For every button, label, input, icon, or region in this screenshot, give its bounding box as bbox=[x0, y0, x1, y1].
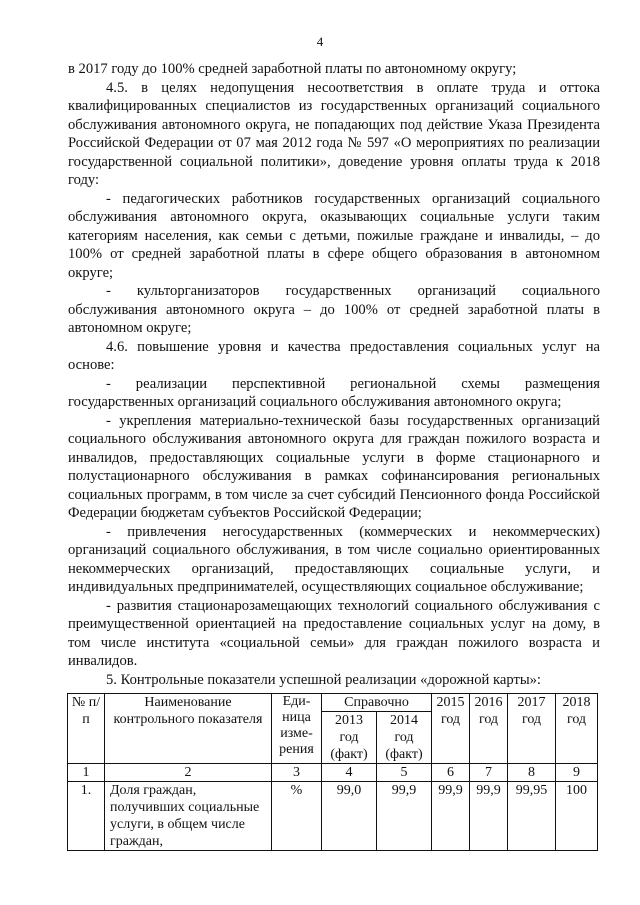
row-value-2015: 99,9 bbox=[432, 782, 470, 851]
paragraph: 4.6. повышение уровня и качества предоставления социальных услуг на основе: bbox=[68, 338, 600, 373]
col-number: 8 bbox=[508, 764, 556, 782]
paragraph: 4.5. в целях недопущения несоответствия в оплате труда и оттока квалифицированных специалистов из государственных организаций социального обслуживания автономного округа, не попадающих под действие Указа Президента Российской Федерации от 07 мая 2012 года № 597 «О мероприятиях по реализации государственной социальной политики», доведение уровня оплаты труда к 2018 году: bbox=[68, 79, 600, 188]
table-column-numbers-row bbox=[68, 764, 598, 782]
row-value-2017: 99,95 bbox=[508, 782, 556, 851]
col-number: 5 bbox=[377, 764, 432, 782]
col-number: 4 bbox=[322, 764, 377, 782]
row-name: Доля граждан, получивших социальные услуги, в общем числе граждан, bbox=[105, 782, 272, 851]
col-number: 1 bbox=[68, 764, 105, 782]
header-2016: 2016 год bbox=[470, 694, 508, 764]
col-number: 3 bbox=[272, 764, 322, 782]
section-title: 5. Контрольные показатели успешной реализации «дорожной карты»: bbox=[106, 671, 541, 688]
paragraph: - педагогических работников государственных организаций социального обслуживания автономного округа, оказывающих социальные услуги таким категориям населения, как семьи с детьми, пожилые граждане и инвалиды, – до 100% от средней заработной платы в сфере общего образования в автономном округе; bbox=[68, 190, 600, 281]
header-2014: 2014 год (факт) bbox=[377, 712, 432, 764]
document-body bbox=[68, 60, 600, 689]
paragraph: - реализации перспективной региональной схемы размещения государственных организаций социального обслуживания автономного округа; bbox=[68, 375, 600, 410]
row-value-2018: 100 bbox=[556, 782, 598, 851]
col-number: 2 bbox=[105, 764, 272, 782]
col-number: 9 bbox=[556, 764, 598, 782]
paragraph: - привлечения негосударственных (коммерческих и некоммерческих) организаций социального обслуживания, в том числе социально ориентированных некоммерческих организаций, предоставляющих социальные услуги, и индивидуальных предпринимателей, осуществляющих социальное обслуживание; bbox=[68, 523, 600, 595]
header-2013: 2013 год (факт) bbox=[322, 712, 377, 764]
row-value-2014: 99,9 bbox=[377, 782, 432, 851]
paragraph: - развития стационарозамещающих технологий социального обслуживания с преимущественной ориентацией на предоставление социальных услуг на дому, в том числе института «социальной семьи» для граждан пожилого возраста и инвалидов. bbox=[68, 597, 600, 669]
header-name: Наименование контрольного показателя bbox=[105, 694, 272, 764]
paragraph: - культорганизаторов государственных организаций социального обслуживания автономного округа – до 100% от средней заработной платы в автономном округе; bbox=[68, 283, 600, 336]
header-unit: Еди-ница изме-рения bbox=[272, 694, 322, 764]
col-number: 7 bbox=[470, 764, 508, 782]
header-2017: 2017 год bbox=[508, 694, 556, 764]
header-num: № п/п bbox=[68, 694, 105, 764]
row-unit: % bbox=[272, 782, 322, 851]
table-header-row bbox=[68, 694, 598, 712]
col-number: 6 bbox=[432, 764, 470, 782]
row-value-2016: 99,9 bbox=[470, 782, 508, 851]
row-value-2013: 99,0 bbox=[322, 782, 377, 851]
control-indicators-table bbox=[67, 693, 598, 851]
row-num: 1. bbox=[68, 782, 105, 851]
header-2015: 2015 год bbox=[432, 694, 470, 764]
paragraph: в 2017 году до 100% средней заработной платы по автономному округу; bbox=[68, 61, 517, 77]
page-number: 4 bbox=[316, 34, 324, 49]
header-2018: 2018 год bbox=[556, 694, 598, 764]
table-row bbox=[68, 782, 598, 851]
paragraph: - укрепления материально-технической базы государственных организаций социального обслуживания автономного округа для граждан пожилого возраста и инвалидов, предоставляющих социальные услуги в форме стационарного и полустационарного обслуживания в рамках софинансирования региональных социальных программ, в том числе за счет субсидий Пенсионного фонда Российской Федерации бюджетам субъектов Российской Федерации; bbox=[68, 412, 600, 521]
header-reference: Справочно bbox=[322, 694, 432, 712]
